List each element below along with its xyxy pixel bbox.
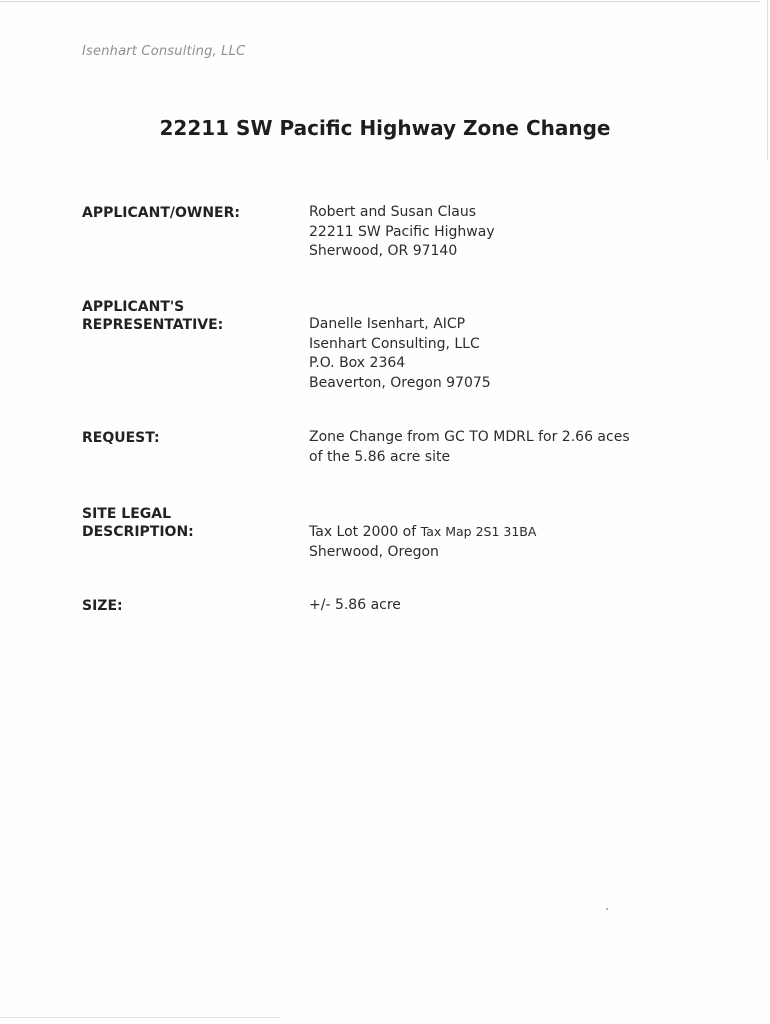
request-label: REQUEST: (82, 430, 160, 446)
document-title: 22211 SW Pacific Highway Zone Change (159, 116, 611, 140)
applicant-owner-label: APPLICANT/OWNER: (82, 205, 240, 221)
representative-label-line: REPRESENTATIVE: (82, 317, 224, 333)
site-legal-label (82, 505, 194, 541)
representative-line: P.O. Box 2364 (309, 355, 406, 371)
size-value: +/- 5.86 acre (309, 597, 401, 613)
scan-edge-bottom (0, 1017, 280, 1018)
site-legal-label-line: DESCRIPTION: (82, 524, 194, 540)
site-legal-value (309, 522, 536, 562)
request-line: Zone Change from GC TO MDRL for 2.66 aces (309, 429, 630, 445)
scan-edge-top (0, 1, 760, 2)
applicant-owner-line: Robert and Susan Claus (309, 204, 477, 220)
applicant-owner-value (309, 203, 495, 262)
site-legal-line (309, 522, 536, 543)
size-label: SIZE: (82, 598, 123, 614)
representative-label (82, 298, 223, 334)
representative-label-line: APPLICANT'S (82, 299, 185, 315)
representative-line: Beaverton, Oregon 97075 (309, 374, 491, 391)
site-legal-taxmap: Tax Map 2S1 31BA (420, 524, 537, 539)
applicant-owner-line: 22211 SW Pacific Highway (309, 223, 495, 240)
site-legal-taxlot: Tax Lot 2000 of (309, 524, 421, 540)
request-value (309, 428, 630, 467)
representative-line: Danelle Isenhart, AICP (309, 316, 466, 332)
representative-value (309, 315, 491, 393)
request-line: of the 5.86 acre site (309, 448, 451, 465)
representative-line: Isenhart Consulting, LLC (309, 335, 480, 352)
header-company-name: Isenhart Consulting, LLC (82, 44, 246, 59)
site-legal-line: Sherwood, Oregon (309, 543, 439, 560)
scan-speck (606, 908, 608, 910)
applicant-owner-line: Sherwood, OR 97140 (309, 243, 458, 259)
site-legal-label-line: SITE LEGAL (82, 506, 172, 522)
